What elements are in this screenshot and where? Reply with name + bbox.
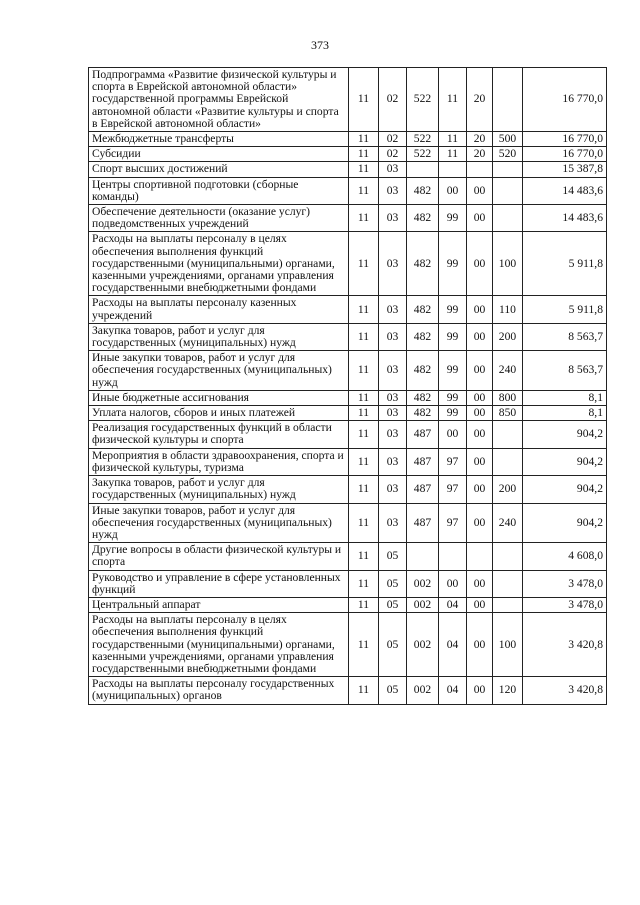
expense-type-code: 850 [493, 406, 523, 421]
target-code-program: 002 [407, 613, 439, 677]
target-code-program: 522 [407, 132, 439, 147]
amount: 3 420,8 [523, 613, 607, 677]
section-code: 11 [349, 68, 379, 132]
target-code-subprogram: 11 [439, 132, 467, 147]
target-code-subprogram: 97 [439, 448, 467, 475]
expense-type-code: 120 [493, 677, 523, 704]
target-code-direction [467, 162, 493, 177]
row-name: Расходы на выплаты персоналу казенных учреждений [89, 296, 349, 323]
target-code-subprogram: 04 [439, 677, 467, 704]
expense-type-code [493, 543, 523, 570]
table-row [89, 613, 607, 677]
expense-type-code [493, 68, 523, 132]
table-row [89, 147, 607, 162]
target-code-program: 482 [407, 205, 439, 232]
target-code-direction: 00 [467, 351, 493, 391]
target-code-subprogram: 11 [439, 68, 467, 132]
target-code-program: 482 [407, 177, 439, 204]
target-code-direction: 00 [467, 613, 493, 677]
target-code-program: 002 [407, 677, 439, 704]
target-code-direction: 00 [467, 677, 493, 704]
target-code-program: 487 [407, 421, 439, 448]
amount: 3 420,8 [523, 677, 607, 704]
target-code-direction: 00 [467, 205, 493, 232]
target-code-subprogram: 99 [439, 232, 467, 296]
target-code-program: 482 [407, 232, 439, 296]
expense-type-code: 100 [493, 232, 523, 296]
subsection-code: 03 [379, 205, 407, 232]
row-name: Центры спортивной подготовки (сборные команды) [89, 177, 349, 204]
table-row [89, 421, 607, 448]
target-code-subprogram: 99 [439, 390, 467, 405]
subsection-code: 05 [379, 570, 407, 597]
target-code-direction: 00 [467, 570, 493, 597]
subsection-code: 05 [379, 613, 407, 677]
section-code: 11 [349, 390, 379, 405]
target-code-subprogram: 99 [439, 351, 467, 391]
subsection-code: 03 [379, 177, 407, 204]
budget-table-body [89, 68, 607, 705]
row-name: Иные закупки товаров, работ и услуг для обеспечения государственных (муниципальных) нужд [89, 351, 349, 391]
target-code-direction: 00 [467, 296, 493, 323]
subsection-code: 03 [379, 421, 407, 448]
amount: 904,2 [523, 421, 607, 448]
amount: 5 911,8 [523, 296, 607, 323]
target-code-subprogram: 04 [439, 597, 467, 612]
row-name: Другие вопросы в области физической культуры и спорта [89, 543, 349, 570]
section-code: 11 [349, 570, 379, 597]
row-name: Закупка товаров, работ и услуг для государственных (муниципальных) нужд [89, 323, 349, 350]
row-name: Закупка товаров, работ и услуг для государственных (муниципальных) нужд [89, 476, 349, 503]
table-row [89, 132, 607, 147]
subsection-code: 02 [379, 68, 407, 132]
section-code: 11 [349, 232, 379, 296]
section-code: 11 [349, 613, 379, 677]
expense-type-code: 520 [493, 147, 523, 162]
target-code-program: 522 [407, 68, 439, 132]
table-row [89, 677, 607, 704]
target-code-subprogram: 00 [439, 421, 467, 448]
expense-type-code: 200 [493, 323, 523, 350]
section-code: 11 [349, 177, 379, 204]
table-row [89, 406, 607, 421]
row-name: Субсидии [89, 147, 349, 162]
budget-table [88, 67, 607, 705]
expense-type-code: 240 [493, 351, 523, 391]
target-code-subprogram [439, 543, 467, 570]
row-name: Подпрограмма «Развитие физической культуры и спорта в Еврейской автономной области» государственной программы Еврейской автономной области «Развитие культуры и спорта в Еврейской автономной области» [89, 68, 349, 132]
target-code-direction: 20 [467, 147, 493, 162]
table-row [89, 543, 607, 570]
target-code-direction: 00 [467, 323, 493, 350]
amount: 904,2 [523, 476, 607, 503]
expense-type-code: 200 [493, 476, 523, 503]
target-code-subprogram: 99 [439, 205, 467, 232]
section-code: 11 [349, 132, 379, 147]
target-code-direction: 00 [467, 406, 493, 421]
section-code: 11 [349, 677, 379, 704]
expense-type-code [493, 597, 523, 612]
table-row [89, 177, 607, 204]
target-code-direction: 00 [467, 503, 493, 543]
table-row [89, 323, 607, 350]
target-code-subprogram [439, 162, 467, 177]
amount: 3 478,0 [523, 597, 607, 612]
amount: 8,1 [523, 390, 607, 405]
subsection-code: 05 [379, 543, 407, 570]
amount: 16 770,0 [523, 147, 607, 162]
target-code-direction: 20 [467, 132, 493, 147]
table-row [89, 597, 607, 612]
target-code-subprogram: 04 [439, 613, 467, 677]
table-row [89, 351, 607, 391]
target-code-direction: 00 [467, 421, 493, 448]
target-code-program: 482 [407, 351, 439, 391]
section-code: 11 [349, 296, 379, 323]
target-code-direction: 00 [467, 232, 493, 296]
row-name: Реализация государственных функций в области физической культуры и спорта [89, 421, 349, 448]
section-code: 11 [349, 543, 379, 570]
target-code-subprogram: 11 [439, 147, 467, 162]
amount: 4 608,0 [523, 543, 607, 570]
expense-type-code [493, 570, 523, 597]
target-code-program: 482 [407, 296, 439, 323]
target-code-subprogram: 97 [439, 476, 467, 503]
expense-type-code: 500 [493, 132, 523, 147]
section-code: 11 [349, 503, 379, 543]
expense-type-code [493, 162, 523, 177]
subsection-code: 03 [379, 232, 407, 296]
target-code-program: 002 [407, 597, 439, 612]
section-code: 11 [349, 597, 379, 612]
target-code-program: 487 [407, 476, 439, 503]
row-name: Межбюджетные трансферты [89, 132, 349, 147]
page-number: 373 [311, 38, 329, 52]
target-code-direction: 00 [467, 476, 493, 503]
expense-type-code: 100 [493, 613, 523, 677]
amount: 904,2 [523, 503, 607, 543]
table-row [89, 448, 607, 475]
subsection-code: 03 [379, 476, 407, 503]
table-row [89, 68, 607, 132]
target-code-program: 482 [407, 323, 439, 350]
expense-type-code [493, 421, 523, 448]
subsection-code: 03 [379, 406, 407, 421]
target-code-subprogram: 99 [439, 406, 467, 421]
target-code-direction: 00 [467, 448, 493, 475]
amount: 8 563,7 [523, 323, 607, 350]
target-code-subprogram: 99 [439, 296, 467, 323]
target-code-direction: 00 [467, 597, 493, 612]
row-name: Обеспечение деятельности (оказание услуг) подведомственных учреждений [89, 205, 349, 232]
expense-type-code: 800 [493, 390, 523, 405]
section-code: 11 [349, 476, 379, 503]
table-row [89, 232, 607, 296]
section-code: 11 [349, 448, 379, 475]
table-row [89, 476, 607, 503]
row-name: Расходы на выплаты персоналу в целях обеспечения выполнения функций государственными (муниципальными) органами, казенными учреждениями, органами управления государственными внебюджетными фондами [89, 232, 349, 296]
subsection-code: 03 [379, 390, 407, 405]
target-code-program: 522 [407, 147, 439, 162]
target-code-subprogram: 99 [439, 323, 467, 350]
amount: 14 483,6 [523, 177, 607, 204]
section-code: 11 [349, 406, 379, 421]
target-code-program [407, 543, 439, 570]
table-row [89, 503, 607, 543]
row-name: Мероприятия в области здравоохранения, спорта и физической культуры, туризма [89, 448, 349, 475]
row-name: Иные бюджетные ассигнования [89, 390, 349, 405]
section-code: 11 [349, 205, 379, 232]
section-code: 11 [349, 162, 379, 177]
expense-type-code [493, 177, 523, 204]
row-name: Руководство и управление в сфере установленных функций [89, 570, 349, 597]
target-code-direction: 00 [467, 177, 493, 204]
amount: 15 387,8 [523, 162, 607, 177]
subsection-code: 03 [379, 503, 407, 543]
subsection-code: 03 [379, 448, 407, 475]
section-code: 11 [349, 421, 379, 448]
row-name: Иные закупки товаров, работ и услуг для обеспечения государственных (муниципальных) нужд [89, 503, 349, 543]
section-code: 11 [349, 323, 379, 350]
subsection-code: 02 [379, 132, 407, 147]
row-name: Центральный аппарат [89, 597, 349, 612]
subsection-code: 05 [379, 677, 407, 704]
target-code-direction: 00 [467, 390, 493, 405]
amount: 16 770,0 [523, 132, 607, 147]
expense-type-code [493, 448, 523, 475]
target-code-program: 002 [407, 570, 439, 597]
target-code-direction [467, 543, 493, 570]
target-code-program: 482 [407, 406, 439, 421]
expense-type-code: 110 [493, 296, 523, 323]
amount: 8 563,7 [523, 351, 607, 391]
table-row [89, 390, 607, 405]
amount: 904,2 [523, 448, 607, 475]
amount: 5 911,8 [523, 232, 607, 296]
target-code-program: 487 [407, 448, 439, 475]
section-code: 11 [349, 147, 379, 162]
table-row [89, 162, 607, 177]
subsection-code: 05 [379, 597, 407, 612]
table-row [89, 205, 607, 232]
subsection-code: 03 [379, 323, 407, 350]
row-name: Уплата налогов, сборов и иных платежей [89, 406, 349, 421]
section-code: 11 [349, 351, 379, 391]
subsection-code: 03 [379, 296, 407, 323]
target-code-program: 482 [407, 390, 439, 405]
amount: 16 770,0 [523, 68, 607, 132]
target-code-subprogram: 97 [439, 503, 467, 543]
subsection-code: 03 [379, 162, 407, 177]
table-row [89, 296, 607, 323]
table-row [89, 570, 607, 597]
target-code-program: 487 [407, 503, 439, 543]
expense-type-code [493, 205, 523, 232]
row-name: Спорт высших достижений [89, 162, 349, 177]
row-name: Расходы на выплаты персоналу в целях обеспечения выполнения функций государственными (муниципальными) органами, казенными учреждениями, органами управления государственными внебюджетными фондами [89, 613, 349, 677]
target-code-direction: 20 [467, 68, 493, 132]
target-code-subprogram: 00 [439, 177, 467, 204]
amount: 3 478,0 [523, 570, 607, 597]
expense-type-code: 240 [493, 503, 523, 543]
target-code-program [407, 162, 439, 177]
row-name: Расходы на выплаты персоналу государственных (муниципальных) органов [89, 677, 349, 704]
amount: 8,1 [523, 406, 607, 421]
target-code-subprogram: 00 [439, 570, 467, 597]
amount: 14 483,6 [523, 205, 607, 232]
subsection-code: 02 [379, 147, 407, 162]
subsection-code: 03 [379, 351, 407, 391]
